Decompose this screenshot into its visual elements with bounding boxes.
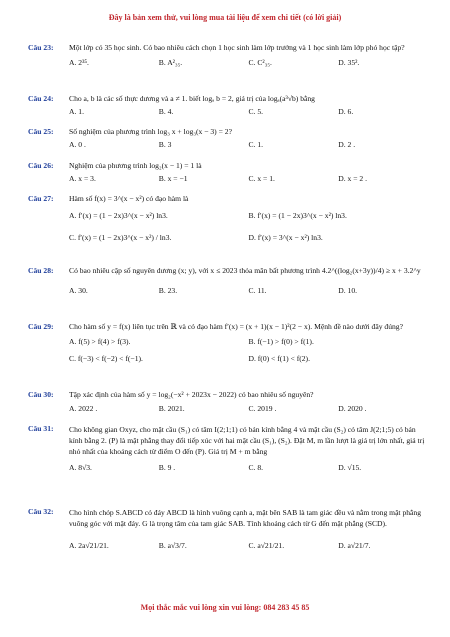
- option-d: D. 35².: [338, 58, 360, 68]
- option-c: C. f(−3) < f(−2) < f(−1).: [69, 354, 143, 364]
- question-text: Tập xác định của hàm số y = log₂(−x² + 2023x − 2022) có bao nhiêu số nguyên?: [69, 390, 314, 399]
- question-32: [28, 507, 428, 551]
- question-27: [28, 194, 428, 244]
- question-text: Hàm số f(x) = 3^(x − x²) có đạo hàm là: [69, 194, 189, 203]
- option-d: D. f′(x) = 3^(x − x²) ln3.: [248, 233, 323, 243]
- option-b: B. 23.: [158, 286, 178, 296]
- option-c: C. f′(x) = (1 − 2x)3^(x − x²) / ln3.: [69, 233, 172, 243]
- option-a: A. x = 3.: [69, 174, 96, 184]
- question-text: Cho a, b là các số thực dương và a ≠ 1. biết logₐ b = 2, giá trị của logₐ(a³√b) bằng: [69, 94, 315, 103]
- option-a: A. 2³⁵.: [69, 58, 89, 68]
- question-31: [28, 424, 428, 473]
- option-b: B. f′(x) = (1 − 2x)3^(x − x²) ln3.: [248, 211, 347, 221]
- option-b: B. 4.: [158, 107, 174, 117]
- question-number: Câu 23:: [28, 43, 54, 52]
- question-25: [28, 127, 428, 150]
- footer-banner: Mọi thắc mắc vui lòng xin vui lòng: 084 283 45 85: [140, 603, 310, 612]
- option-c: C. 11.: [248, 286, 267, 296]
- option-c: C. x = 1.: [248, 174, 275, 184]
- option-a: A. f(5) > f(4) > f(3).: [69, 337, 131, 347]
- option-b: B. a√3/7.: [158, 541, 187, 550]
- option-c: C. 8.: [248, 463, 264, 472]
- option-b: B. 9 .: [158, 463, 176, 472]
- option-d: D. 2020 .: [338, 404, 367, 414]
- question-number: Câu 28:: [28, 266, 54, 275]
- option-c: C. 2019 .: [248, 404, 277, 414]
- question-text: Một lớp có 35 học sinh. Có bao nhiêu cách chọn 1 học sinh làm lớp trưởng và 1 học sinh làm lớp phó học tập?: [69, 43, 405, 52]
- option-a: A. 30.: [69, 286, 88, 296]
- question-number: Câu 27:: [28, 194, 54, 203]
- option-c: C. C²₃₅.: [248, 58, 272, 68]
- option-a: A. 2022 .: [69, 404, 98, 414]
- question-23: [28, 43, 428, 68]
- option-c: C. 5.: [248, 107, 264, 117]
- question-text: Cho hình chóp S.ABCD có đáy ABCD là hình vuông cạnh a, mặt bên SAB là tam giác đều và nằm trong mặt phẳng vuông góc với mặt đáy. G là trọng tâm của tam giác SAB. Tính khoảng cách từ G đến mặt phẳng (SCD).: [69, 508, 422, 528]
- question-28: [28, 266, 428, 296]
- option-c: C. 1.: [248, 140, 264, 150]
- option-d: D. x = 2 .: [338, 174, 368, 184]
- option-d: D. √15.: [338, 463, 362, 472]
- option-a: A. 1.: [69, 107, 84, 117]
- question-26: [28, 161, 428, 184]
- question-number: Câu 29:: [28, 322, 54, 331]
- question-number: Câu 32:: [28, 507, 54, 516]
- option-c: C. a√21/21.: [248, 541, 285, 550]
- option-d: D. 2 .: [338, 140, 356, 150]
- header-banner: Đây là bản xem thử, vui lòng mua tài liệu để xem chi tiết (có lời giải): [108, 13, 342, 22]
- option-a: A. 2a√21/21.: [69, 541, 109, 550]
- question-number: Câu 30:: [28, 390, 54, 399]
- option-a: A. 0 .: [69, 140, 86, 150]
- option-b: B. 2021.: [158, 404, 185, 414]
- option-b: B. A²₃₅.: [158, 58, 183, 68]
- question-text: Có bao nhiêu cặp số nguyên dương (x; y), với x ≤ 2023 thỏa mãn bất phương trình 4.2^((log₂(x+3y))/4) ≥ x + 3.2^y: [69, 266, 421, 275]
- option-b: B. f(−1) > f(0) > f(1).: [248, 337, 314, 347]
- option-d: D. a√21/7.: [338, 541, 371, 550]
- question-number: Câu 25:: [28, 127, 54, 136]
- question-text: Cho hàm số y = f(x) liên tục trên ℝ và có đạo hàm f′(x) = (x + 1)(x − 1)²(2 − x). Mệnh đề nào dưới đây đúng?: [69, 322, 403, 331]
- option-a: A. 8√3.: [69, 463, 92, 472]
- option-b: B. x = −1: [158, 174, 188, 184]
- option-d: D. 6.: [338, 107, 354, 117]
- option-b: B. 3: [158, 140, 172, 150]
- option-d: D. f(0) < f(1) < f(2).: [248, 354, 310, 364]
- question-number: Câu 31:: [28, 424, 54, 433]
- option-a: A. f′(x) = (1 − 2x)3^(x − x²) ln3.: [69, 211, 168, 221]
- question-30: [28, 390, 428, 414]
- question-number: Câu 26:: [28, 161, 54, 170]
- question-text: Nghiệm của phương trình log₂(x − 1) = 1 là: [69, 161, 202, 170]
- question-24: [28, 94, 428, 117]
- question-text: Số nghiệm của phương trình log₃ x + log₃(x − 3) = 2?: [69, 127, 232, 136]
- question-29: [28, 322, 428, 365]
- question-number: Câu 24:: [28, 94, 54, 103]
- question-text: Cho không gian Oxyz, cho mặt cầu (S₁) có tâm I(2;1;1) có bán kính bằng 4 và mặt cầu (S₂) có tâm J(2;1;5) có bán kính bằng 2. (P) là mặt phẳng thay đổi tiếp xúc với hai mặt cầu (S₁), (S₂). Đặt M, m lần lượt là giá trị lớn nhất, giá trị nhỏ nhất của khoảng cách từ điểm O đến (P). Giá trị M + m bằng: [69, 425, 425, 456]
- option-d: D. 10.: [338, 286, 358, 296]
